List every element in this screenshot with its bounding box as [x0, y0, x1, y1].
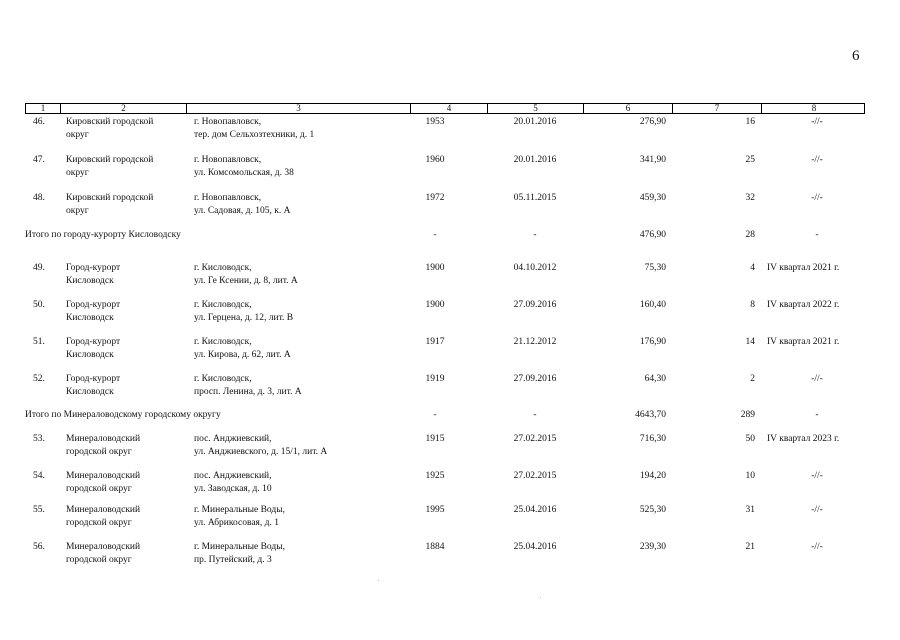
column-header-7: 7 — [673, 104, 762, 113]
district-name: Минераловодский — [66, 471, 141, 481]
column-header-6: 6 — [584, 104, 673, 113]
district-name: городской округ — [66, 446, 132, 457]
district-name: округ — [66, 205, 89, 216]
recognition-date: 20.01.2016 — [513, 117, 557, 127]
recognition-date: 20.01.2016 — [513, 155, 557, 165]
table-header — [25, 103, 865, 114]
address-line: г. Кисловодск, — [194, 337, 252, 347]
resettlement-term: - — [815, 410, 819, 420]
column-header-8: 8 — [811, 103, 817, 113]
residents-count: 2 — [750, 374, 755, 384]
row-number: 55. — [33, 505, 45, 515]
recognition-date: 27.09.2016 — [513, 300, 557, 310]
district-name: Кировский городской — [66, 117, 154, 127]
district-name: Город-курорт — [66, 263, 121, 273]
area-value: 239,30 — [639, 542, 666, 552]
resettlement-term: -//- — [811, 193, 823, 203]
build-year: 1995 — [425, 505, 445, 515]
district-name: Кисловодск — [66, 386, 114, 397]
district-name: округ — [66, 129, 89, 140]
area-value: 194,20 — [639, 471, 666, 481]
address-line: г. Кисловодск, — [194, 374, 252, 384]
district-name: городской округ — [66, 517, 132, 528]
address-line: ул. Абрикосовая, д. 1 — [194, 517, 279, 528]
page-number: 6 — [852, 48, 860, 64]
total-row-label: Итого по Минераловодскому городскому округу — [25, 410, 221, 420]
address-line: пос. Анджиевский, — [194, 471, 272, 481]
district-name: Город-курорт — [66, 300, 121, 310]
residents-count: 31 — [745, 505, 755, 515]
resettlement-term: -//- — [811, 374, 823, 384]
build-year: 1925 — [425, 471, 445, 481]
resettlement-term: -//- — [811, 471, 823, 481]
residents-count: 21 — [745, 542, 755, 552]
area-value: 176,90 — [639, 337, 666, 347]
column-header-5: 5 — [488, 104, 584, 113]
row-number: 56. — [33, 542, 45, 552]
address-line: пр. Путейский, д. 3 — [194, 554, 272, 565]
build-year: 1915 — [425, 434, 445, 444]
column-header-2: 2 — [61, 104, 187, 113]
area-value: 476,90 — [639, 230, 666, 240]
district-name: Кировский городской — [66, 155, 154, 165]
residents-count: 14 — [745, 337, 755, 347]
area-value: 4643,70 — [635, 410, 666, 420]
row-number: 49. — [33, 263, 45, 273]
district-name: Кисловодск — [66, 312, 114, 323]
resettlement-term: -//- — [811, 505, 823, 515]
district-name: Кировский городской — [66, 193, 154, 203]
area-value: 276,90 — [639, 117, 666, 127]
residents-count: 50 — [745, 434, 755, 444]
address-line: ул. Герцена, д. 12, лит. В — [194, 312, 294, 323]
district-name: Город-курорт — [66, 337, 121, 347]
residents-count: 10 — [745, 471, 755, 481]
residents-count: 25 — [745, 155, 755, 165]
address-line: г. Минеральные Воды, — [194, 505, 285, 515]
resettlement-term: IV квартал 2021 г. — [767, 337, 840, 347]
recognition-date: 27.02.2015 — [513, 434, 557, 444]
build-year: 1917 — [425, 337, 445, 347]
district-name: городской округ — [66, 483, 132, 494]
address-line: ул. Комсомольская, д. 38 — [194, 167, 294, 178]
recognition-date: 21.12.2012 — [513, 337, 557, 347]
residents-count: 289 — [740, 410, 755, 420]
address-line: г. Новопавловск, — [194, 193, 262, 203]
address-line: г. Новопавловск, — [194, 117, 262, 127]
residents-count: 16 — [745, 117, 755, 127]
area-value: 341,90 — [639, 155, 666, 165]
address-line: пос. Анджиевский, — [194, 434, 272, 444]
build-year: 1900 — [425, 300, 445, 310]
build-year: 1953 — [425, 117, 445, 127]
area-value: 525,30 — [639, 505, 666, 515]
district-name: Минераловодский — [66, 505, 141, 515]
row-number: 48. — [33, 193, 45, 203]
resettlement-term: - — [815, 230, 819, 240]
scan-speck — [540, 597, 541, 598]
district-name: Город-курорт — [66, 374, 121, 384]
recognition-date: 25.04.2016 — [513, 505, 557, 515]
residents-count: 4 — [750, 263, 755, 273]
address-line: ул. Кирова, д. 62, лит. А — [194, 349, 291, 360]
area-value: 160,40 — [639, 300, 666, 310]
residents-count: 32 — [745, 193, 755, 203]
column-header-1: 1 — [26, 104, 61, 113]
recognition-date: 04.10.2012 — [513, 263, 557, 273]
row-number: 47. — [33, 155, 45, 165]
build-year: - — [433, 230, 437, 240]
resettlement-term: -//- — [811, 117, 823, 127]
residents-count: 8 — [750, 300, 755, 310]
recognition-date: 25.04.2016 — [513, 542, 557, 552]
resettlement-term: -//- — [811, 542, 823, 552]
column-header-4: 4 — [411, 104, 488, 113]
area-value: 75,30 — [644, 263, 666, 273]
address-line: г. Кисловодск, — [194, 300, 252, 310]
scan-speck — [378, 580, 379, 581]
row-number: 53. — [33, 434, 45, 444]
resettlement-term: IV квартал 2021 г. — [767, 263, 840, 273]
area-value: 64,30 — [644, 374, 666, 384]
row-number: 46. — [33, 117, 45, 127]
area-value: 459,30 — [639, 193, 666, 203]
total-row-label: Итого по городу-курорту Кисловодску — [25, 230, 181, 240]
recognition-date: 27.02.2015 — [513, 471, 557, 481]
address-line: ул. Садовая, д. 105, к. А — [194, 205, 291, 216]
address-line: г. Новопавловск, — [194, 155, 262, 165]
district-name: округ — [66, 167, 89, 178]
build-year: 1972 — [425, 193, 445, 203]
row-number: 50. — [33, 300, 45, 310]
recognition-date: 05.11.2015 — [513, 193, 557, 203]
row-number: 51. — [33, 337, 45, 347]
resettlement-term: -//- — [811, 155, 823, 165]
district-name: Минераловодский — [66, 434, 141, 444]
build-year: 1900 — [425, 263, 445, 273]
address-line: ул. Ге Ксении, д. 8, лит. А — [194, 275, 298, 286]
build-year: 1960 — [425, 155, 445, 165]
address-line: тер. дом Сельхозтехники, д. 1 — [194, 129, 315, 140]
address-line: ул. Анджиевского, д. 15/1, лит. А — [194, 446, 328, 457]
resettlement-term: IV квартал 2022 г. — [767, 300, 840, 310]
district-name: городской округ — [66, 554, 132, 565]
column-header-3: 3 — [187, 104, 411, 113]
district-name: Минераловодский — [66, 542, 141, 552]
resettlement-term: IV квартал 2023 г. — [767, 434, 840, 444]
residents-count: 28 — [745, 230, 755, 240]
address-line: г. Минеральные Воды, — [194, 542, 285, 552]
recognition-date: - — [533, 410, 537, 420]
district-name: Кисловодск — [66, 349, 114, 360]
build-year: 1919 — [425, 374, 445, 384]
recognition-date: 27.09.2016 — [513, 374, 557, 384]
row-number: 54. — [33, 471, 45, 481]
recognition-date: - — [533, 230, 537, 240]
address-line: просп. Ленина, д. 3, лит. А — [194, 386, 302, 397]
area-value: 716,30 — [639, 434, 666, 444]
district-name: Кисловодск — [66, 275, 114, 286]
build-year: - — [433, 410, 437, 420]
address-line: г. Кисловодск, — [194, 263, 252, 273]
row-number: 52. — [33, 374, 45, 384]
build-year: 1884 — [425, 542, 445, 552]
address-line: ул. Заводская, д. 10 — [194, 483, 272, 494]
